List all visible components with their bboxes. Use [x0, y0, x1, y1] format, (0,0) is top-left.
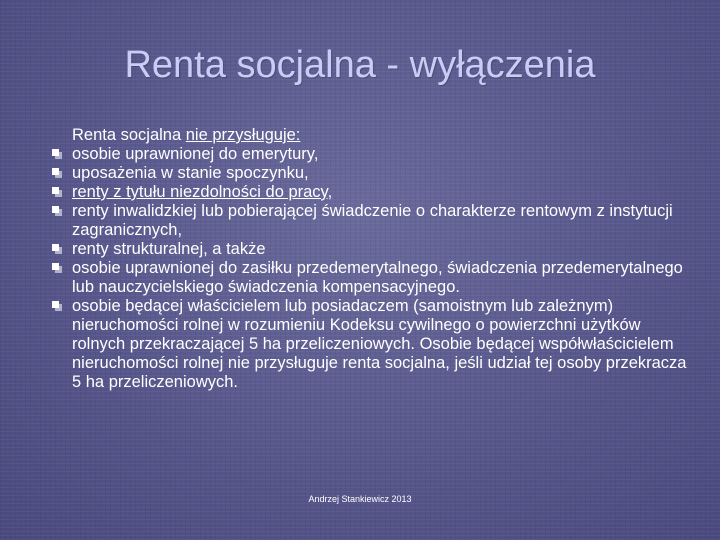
slide-title: Renta socjalna - wyłączenia [124, 44, 596, 86]
list-item [52, 183, 692, 202]
list-item-text: osobie uprawnionej do zasiłku przedemerytalnego, świadczenia przedemerytalnego lub nauczycielskiego świadczenia kompensacyjnego. [72, 259, 683, 296]
square-bullet-icon [52, 301, 62, 311]
list-item-text: renty inwalidzkiej lub pobierającej świadczenie o charakterze rentowym z instytucji zagranicznych, [72, 202, 673, 239]
list-item [52, 145, 692, 164]
square-bullet-icon [52, 168, 62, 178]
list-item [52, 297, 692, 392]
list-item-text: renty strukturalnej, a także [72, 240, 266, 258]
bullet-list [52, 145, 692, 392]
list-item [52, 240, 692, 259]
list-item [52, 259, 692, 297]
list-item-text: osobie uprawnionej do emerytury, [72, 145, 319, 163]
list-item-text: uposażenia w stanie spoczynku, [72, 164, 309, 182]
slide-footer: Andrzej Stankiewicz 2013 [308, 494, 412, 504]
intro-prefix: Renta socjalna [72, 126, 186, 144]
list-item-text: renty z tytułu niezdolności do pracy, [72, 183, 333, 201]
intro-emphasis: nie przysługuje: [185, 126, 301, 144]
square-bullet-icon [52, 244, 62, 254]
square-bullet-icon [52, 263, 62, 273]
list-item [52, 164, 692, 183]
slide-body [52, 126, 692, 392]
intro-line [52, 126, 692, 145]
square-bullet-icon [52, 187, 62, 197]
list-item [52, 202, 692, 240]
list-item-text: osobie będącej właścicielem lub posiadaczem (samoistnym lub zależnym) nieruchomości rolnej w rozumieniu Kodeksu cywilnego o powierzchni użytków rolnych przekraczającej 5 ha przeliczeniowych. Osobie będącej współwłaścicielem nieruchomości rolnej nie przysługuje renta socjalna, jeśli udział tej osoby przekracza 5 ha przeliczeniowych. [72, 297, 687, 391]
square-bullet-icon [52, 206, 62, 216]
square-bullet-icon [52, 149, 62, 159]
